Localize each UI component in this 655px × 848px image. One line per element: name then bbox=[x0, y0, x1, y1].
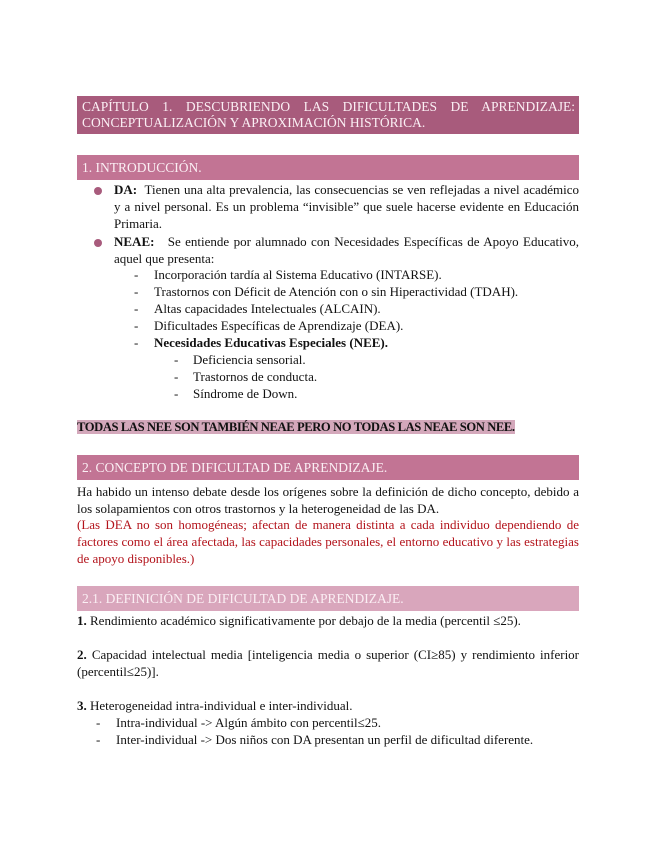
section-1-heading: 1. INTRODUCCIÓN. bbox=[77, 155, 579, 180]
criterion-1: 1. Rendimiento académico significativamente por debajo de la media (percentil ≤25). bbox=[77, 613, 521, 628]
neae-item: Trastornos con Déficit de Atención con o sin Hiperactividad (TDAH). bbox=[154, 284, 519, 299]
section-2-1-heading: 2.1. DEFINICIÓN DE DIFICULTAD DE APRENDIZAJE. bbox=[77, 586, 579, 611]
criterion-3-item: Inter-individual -> Dos niños con DA presentan un perfil de dificultad diferente. bbox=[116, 732, 534, 747]
criterion-2: 2. Capacidad intelectual media [inteligencia media o superior (CI≥85) y rendimiento inferior (percentil≤25)]. bbox=[77, 647, 580, 679]
criterion-3: 3. Heterogeneidad intra-individual e inter-individual. bbox=[77, 698, 353, 713]
neae-item: Altas capacidades Intelectuales (ALCAIN). bbox=[154, 301, 381, 316]
highlight-statement: TODAS LAS NEE SON TAMBIÉN NEAE PERO NO TODAS LAS NEAE SON NEE. bbox=[77, 420, 515, 434]
nee-item: Deficiencia sensorial. bbox=[193, 352, 306, 367]
section-2-note: (Las DEA no son homogéneas; afectan de manera distinta a cada individuo dependiendo de factores como el área afectada, las capacidades personales, el entorno educativo y las estrategias de apoyo disponibles.) bbox=[77, 517, 579, 566]
bullet-icon bbox=[94, 239, 102, 247]
neae-text: Se entiende por alumnado con Necesidades Específicas de Apoyo Educativo, aquel que presenta: bbox=[114, 234, 580, 266]
section-2-paragraph: Ha habido un intenso debate desde los orígenes sobre la definición de dicho concepto, debido a los solapamientos con otros trastornos y la heterogeneidad de las DA. bbox=[77, 484, 579, 516]
nee-item: Síndrome de Down. bbox=[193, 386, 298, 401]
chapter-title: CAPÍTULO 1. DESCUBRIENDO LAS DIFICULTADES DE APRENDIZAJE: CONCEPTUALIZACIÓN Y APROXIMACIÓN HISTÓRICA. bbox=[77, 96, 579, 134]
document-page: CAPÍTULO 1. DESCUBRIENDO LAS DIFICULTADES DE APRENDIZAJE: CONCEPTUALIZACIÓN Y APROXIMACIÓN HISTÓRICA. 1. INTRODUCCIÓN. DA: Tienen una alta prevalencia, las consecuencias se ven reflejadas a nivel académico y a nivel personal. Es un problema “invisible” que suele hacerse evidente en Educación Primaria. NEAE: Se entiende por alumnado con Necesidades Específicas de Apoyo Educativo, aquel que presenta: - Incorporación tardía al Sistema Educativo (INTARSE). - Trastornos con Déficit de Atención con o sin Hiperactividad (TDAH). - Altas capacidades Intelectuales (ALCAIN). - Dificultades Específicas de Aprendizaje (DEA). - Necesidades Educativas Especiales (NEE). - Deficiencia sensorial. - Trastornos de conducta. - Síndrome de Down. TODAS LAS NEE SON TAMBIÉN NEAE PERO NO TODAS LAS NEAE SON NEE. 2. CONCEPTO DE DIFICULTAD DE APRENDIZAJE. Ha habido un intenso debate desde los orígenes sobre la definición de dicho concepto, debido a los solapamientos con otros trastornos y la heterogeneidad de las DA. (Las DEA no son homogéneas; afectan de manera distinta a cada individuo dependiendo de factores como el área afectada, las capacidades personales, el entorno educativo y las estrategias de apoyo disponibles.) 2.1. DEFINICIÓN DE DIFICULTAD DE APRENDIZAJE. 1. Rendimiento académico significativamente por debajo de la media (percentil ≤25). 2. Capacidad intelectual media [inteligencia media o superior (CI≥85) y rendimiento inferior (percentil≤25)]. 3. Heterogeneidad intra-individual e inter-individual. - Intra-individual -> Algún ámbito con percentil≤25. - Inter-individual -> Dos niños con DA presentan un perfil de dificultad diferente. bbox=[0, 0, 655, 848]
section-2-heading: 2. CONCEPTO DE DIFICULTAD DE APRENDIZAJE. bbox=[77, 455, 579, 480]
neae-item: Dificultades Específicas de Aprendizaje (DEA). bbox=[154, 318, 404, 333]
neae-paragraph bbox=[114, 233, 579, 267]
da-text: Tienen una alta prevalencia, las consecuencias se ven reflejadas a nivel académico y a nivel personal. Es un problema “invisible” que suele hacerse evidente en Educación Primaria. bbox=[114, 182, 579, 231]
nee-item: Trastornos de conducta. bbox=[193, 369, 318, 384]
bullet-icon bbox=[94, 187, 102, 195]
da-paragraph bbox=[114, 181, 579, 232]
criterion-3-item: Intra-individual -> Algún ámbito con percentil≤25. bbox=[116, 715, 382, 730]
neae-label: NEAE: bbox=[114, 234, 155, 249]
neae-item-nee: Necesidades Educativas Especiales (NEE). bbox=[154, 335, 388, 350]
neae-item: Incorporación tardía al Sistema Educativo (INTARSE). bbox=[154, 267, 442, 282]
da-label: DA: bbox=[114, 182, 138, 197]
